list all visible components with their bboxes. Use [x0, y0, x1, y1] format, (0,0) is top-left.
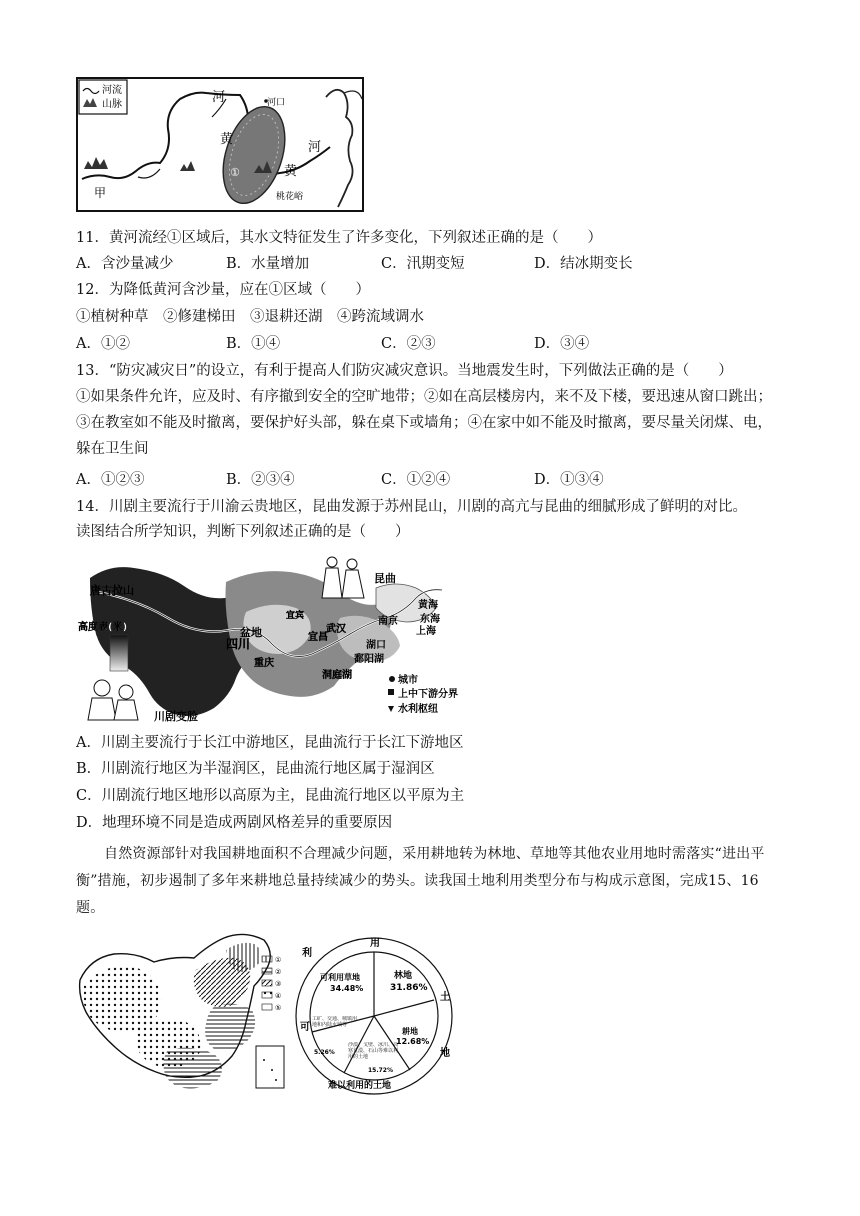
q12-option-b[interactable]: B．①④	[226, 336, 281, 352]
label-chongqing: 重庆	[254, 658, 274, 669]
label-yichang: 宜昌	[308, 632, 328, 643]
kunqu-illustration	[322, 557, 364, 598]
city-legend-icon	[389, 676, 395, 682]
height-legend-title: 高度表(米)	[78, 622, 128, 633]
q14-stem-line1: 14．川剧主要流行于川渝云贵地区，昆曲发源于苏州昆山，川剧的高亢与昆曲的细腻形成了鲜明的对比。	[76, 499, 747, 515]
sector-built-pct: 5.26%	[314, 1049, 335, 1056]
legend-item: ④	[275, 992, 282, 1000]
legend-dam: 水利枢纽	[398, 704, 438, 715]
q12-option-d[interactable]: D．③④	[534, 336, 590, 352]
sector-farm-name: 耕地	[402, 1027, 418, 1036]
q14-option-c[interactable]: C．川剧流行地区地形以高原为主，昆曲流行地区以平原为主	[76, 788, 465, 804]
yellow-river-map	[76, 77, 364, 212]
sector-hard-text: 沙漠、戈壁、冰川、高寒荒漠、石山等难以利用的土地	[348, 1042, 398, 1060]
label-kunqu: 昆曲	[374, 572, 396, 585]
q14-option-a[interactable]: A．川剧主要流行于长江中游地区，昆曲流行于长江下游地区	[76, 735, 464, 751]
yellow-river-map-svg	[76, 77, 364, 212]
height-tick: 2000	[80, 643, 98, 651]
q11-option-d[interactable]: D．结冰期变长	[534, 256, 633, 272]
q13-option-c[interactable]: C．①②④	[381, 472, 451, 488]
land-use-figure-svg	[76, 930, 456, 1102]
ring-label-di: 地	[440, 1048, 450, 1059]
q11-option-a[interactable]: A．含沙量减少	[76, 256, 174, 272]
ring-label-tu: 土	[440, 992, 450, 1003]
label-poyang: 鄱阳湖	[354, 654, 384, 665]
dam-legend-icon	[388, 706, 394, 712]
legend-river-label: 河流	[102, 85, 122, 96]
china-land-use-map	[80, 934, 284, 1088]
label-he-2: 河	[308, 140, 322, 155]
q11-stem: 11．黄河流经①区域后，其水文特征发生了许多变化，下列叙述正确的是（ ）	[76, 230, 602, 246]
label-hekou: 河口	[267, 98, 286, 108]
label-huang-2: 黄	[284, 164, 298, 179]
label-shanghai: 上海	[416, 626, 436, 637]
ring-label-bottom: 难以利用的土地	[328, 1081, 392, 1091]
label-dongting: 洞庭湖	[322, 670, 352, 681]
q11-options	[76, 253, 784, 275]
label-sichuan: 四川	[226, 637, 251, 651]
sector-forest-name: 林地	[394, 971, 413, 981]
q12-options	[76, 333, 784, 355]
sector-grass-pct: 34.48%	[330, 984, 364, 993]
q14-option-b[interactable]: B．川剧流行地区为半湿润区，昆曲流行地区属于湿润区	[76, 761, 435, 777]
q13-options	[76, 469, 784, 491]
label-huanghai: 黄海	[418, 600, 438, 611]
label-basin: 盆地	[240, 626, 262, 639]
boundary-legend-icon	[388, 689, 394, 695]
legend-boundary: 上中下游分界	[398, 689, 458, 700]
label-he-1: 河	[212, 90, 226, 105]
label-nanjing: 南京	[378, 616, 398, 627]
sector-built-text: 工矿、交通、城镇用地和内陆水域等	[312, 1016, 358, 1028]
legend-item: ⑤	[275, 1004, 282, 1012]
q14-stem-line2: 读图结合所学知识，判断下列叙述正确的是（ ）	[76, 524, 410, 540]
q13-stem: 13．“防灾减灾日”的设立，有利于提高人们防灾减灾意识。当地震发生时，下列做法正确的是（ ）	[76, 363, 733, 379]
label-huang-1: 黄	[220, 132, 234, 147]
q11-option-c[interactable]: C．汛期变短	[381, 256, 465, 272]
height-tick: 200	[84, 667, 98, 675]
legend-item: ③	[275, 980, 282, 988]
q13-option-b[interactable]: B．②③④	[226, 472, 295, 488]
sector-forest-pct: 31.86%	[390, 983, 428, 993]
ring-label-yong: 用	[370, 938, 380, 949]
chuanju-illustration	[88, 680, 138, 720]
legend-mountain-label: 山脉	[102, 99, 122, 110]
sector-hard-pct: 15.72%	[368, 1067, 393, 1074]
yangtze-basin-map-svg	[76, 548, 462, 726]
q12-option-a[interactable]: A．①②	[76, 336, 130, 352]
ring-label-ke: 可	[300, 1022, 310, 1033]
q15-16-intro: 自然资源部针对我国耕地面积不合理减少问题，采用耕地转为林地、草地等其他农业用地时需落实“进出平衡”措施，初步遏制了多年来耕地总量持续减少的势头。读我国土地利用类型分布与构成示意图，完成15、16题。	[76, 846, 765, 916]
label-donghai: 东海	[420, 614, 440, 625]
sector-grass-name: 可利用草地	[320, 973, 360, 982]
label-yibin: 宜宾	[286, 611, 305, 621]
height-tick: 3000	[80, 635, 98, 643]
legend-item: ②	[275, 968, 282, 976]
label-jia: 甲	[94, 186, 107, 200]
q12-choices: ①植树种草 ②修建梯田 ③退耕还湖 ④跨流域调水	[76, 309, 424, 325]
label-wuhan: 武汉	[326, 624, 346, 635]
land-composition-pie	[296, 936, 452, 1094]
q13-option-d[interactable]: D．①③④	[534, 472, 604, 488]
legend-city: 城市	[398, 675, 418, 686]
land-use-figure	[76, 930, 456, 1102]
south-china-sea-inset	[256, 1046, 284, 1088]
label-tanggula: 唐古拉山	[90, 584, 134, 597]
q14-option-d[interactable]: D．地理环境不同是造成两剧风格差异的重要原因	[76, 815, 393, 831]
q12-stem: 12．为降低黄河含沙量，应在①区域（ ）	[76, 282, 370, 298]
label-chuanju: 川剧变脸	[154, 710, 198, 723]
legend-item: ①	[275, 956, 282, 964]
yangtze-basin-map	[76, 548, 462, 726]
q13-option-a[interactable]: A．①②③	[76, 472, 145, 488]
height-tick: 500	[84, 659, 98, 667]
label-taohuayu: 桃花峪	[276, 192, 304, 202]
height-tick: 1000	[80, 651, 98, 659]
label-hukou: 湖口	[366, 640, 386, 651]
q13-body: ①如果条件允许，应及时、有序撤到安全的空旷地带；②如在高层楼房内，来不及下楼，要迅速从窗口跳出；③在教室如不能及时撤离，要保护好头部，躲在桌下或墙角；④在家中如不能及时撤离，要尽量关闭煤、电，躲在卫生间	[76, 389, 772, 457]
height-legend-bar	[110, 635, 128, 671]
sector-farm-pct: 12.68%	[396, 1037, 430, 1046]
q11-option-b[interactable]: B．水量增加	[226, 256, 310, 272]
q12-option-c[interactable]: C．②③	[381, 336, 436, 352]
label-region-1: ①	[230, 166, 240, 179]
ring-label-li: 利	[302, 948, 312, 959]
